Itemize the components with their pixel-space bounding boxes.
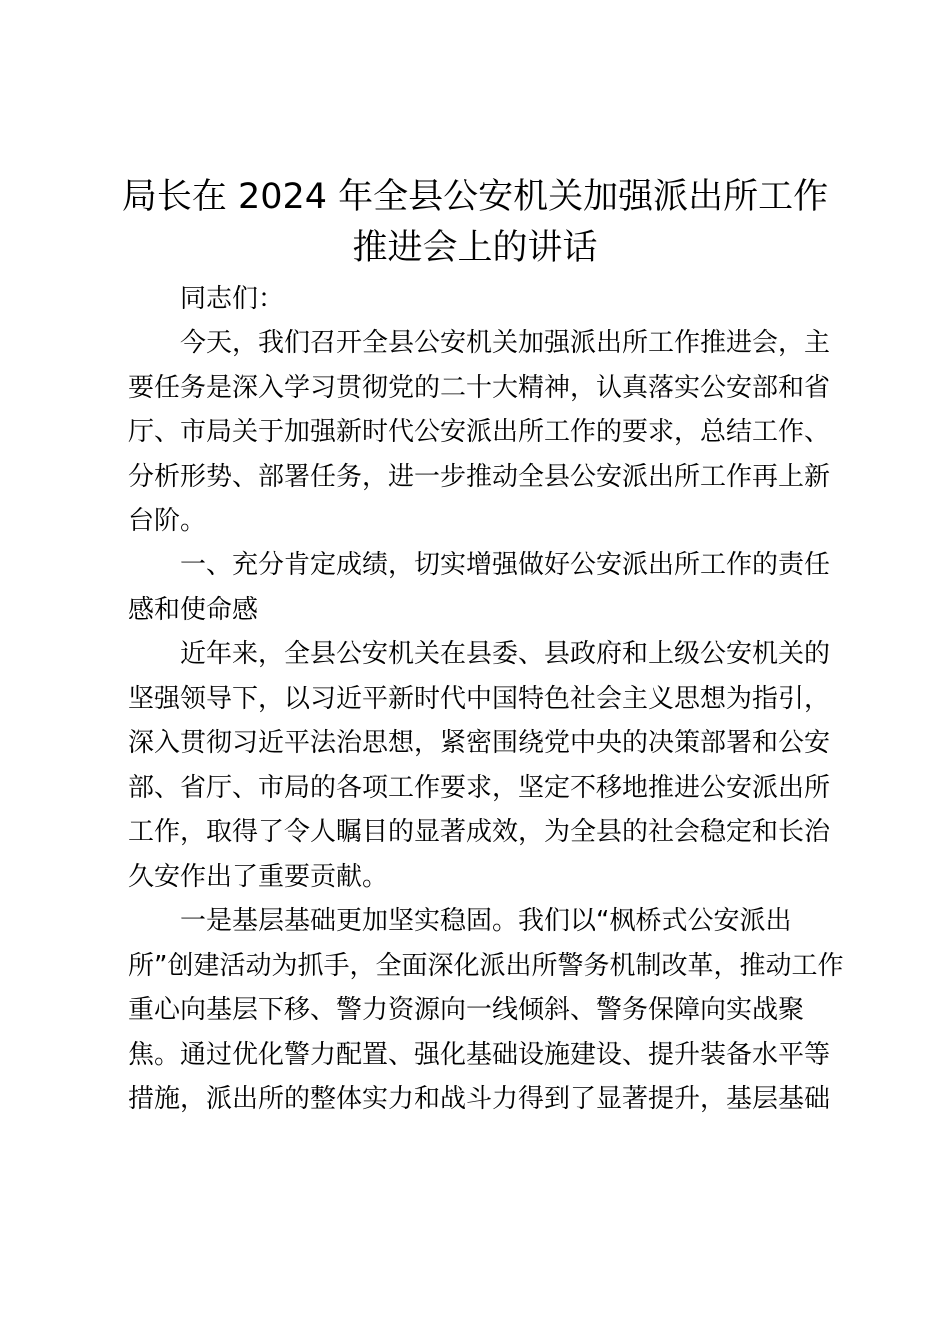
document-title-line-2: 推进会上的讲话	[352, 228, 598, 268]
paragraph-1-line-4: 分析形势、部署任务，进一步推动全县公安派出所工作再上新	[128, 462, 831, 492]
paragraph-1-line-3: 厅、市局关于加强新时代公安派出所工作的要求，总结工作、	[128, 417, 831, 447]
paragraph-3-line-4: 部、省厅、市局的各项工作要求，坚定不移地推进公安派出所	[128, 773, 831, 803]
section-heading-1-line-1: 一、充分肯定成绩，切实增强做好公安派出所工作的责任	[180, 550, 831, 580]
paragraph-1-line-5: 台阶。	[128, 506, 207, 536]
paragraph-4-line-3: 重心向基层下移、警力资源向一线倾斜、警务保障向实战聚	[128, 995, 805, 1025]
paragraph-4-line-1: 一是基层基础更加坚实稳固。我们以“枫桥式公安派出	[180, 906, 792, 936]
paragraph-1-line-1: 今天，我们召开全县公安机关加强派出所工作推进会，主	[180, 328, 831, 358]
greeting: 同志们：	[180, 284, 285, 314]
paragraph-3-line-3: 深入贯彻习近平法治思想，紧密围绕党中央的决策部署和公安	[128, 728, 831, 758]
paragraph-4-line-4: 焦。通过优化警力配置、强化基础设施建设、提升装备水平等	[128, 1040, 831, 1070]
document-title-line-1: 局长在 2024 年全县公安机关加强派出所工作	[121, 177, 829, 217]
paragraph-3-line-6: 久安作出了重要贡献。	[128, 862, 389, 892]
paragraph-3-line-2: 坚强领导下，以习近平新时代中国特色社会主义思想为指引，	[128, 684, 831, 714]
paragraph-4-line-5: 措施，派出所的整体实力和战斗力得到了显著提升，基层基础	[128, 1084, 831, 1114]
paragraph-3-line-5: 工作，取得了令人瞩目的显著成效，为全县的社会稳定和长治	[128, 817, 831, 847]
paragraph-3-line-1: 近年来，全县公安机关在县委、县政府和上级公安机关的	[180, 639, 831, 669]
paragraph-1-line-2: 要任务是深入学习贯彻党的二十大精神，认真落实公安部和省	[128, 373, 831, 403]
paragraph-4-line-2: 所”创建活动为抓手，全面深化派出所警务机制改革，推动工作	[128, 951, 844, 981]
section-heading-1-line-2: 感和使命感	[128, 595, 259, 625]
